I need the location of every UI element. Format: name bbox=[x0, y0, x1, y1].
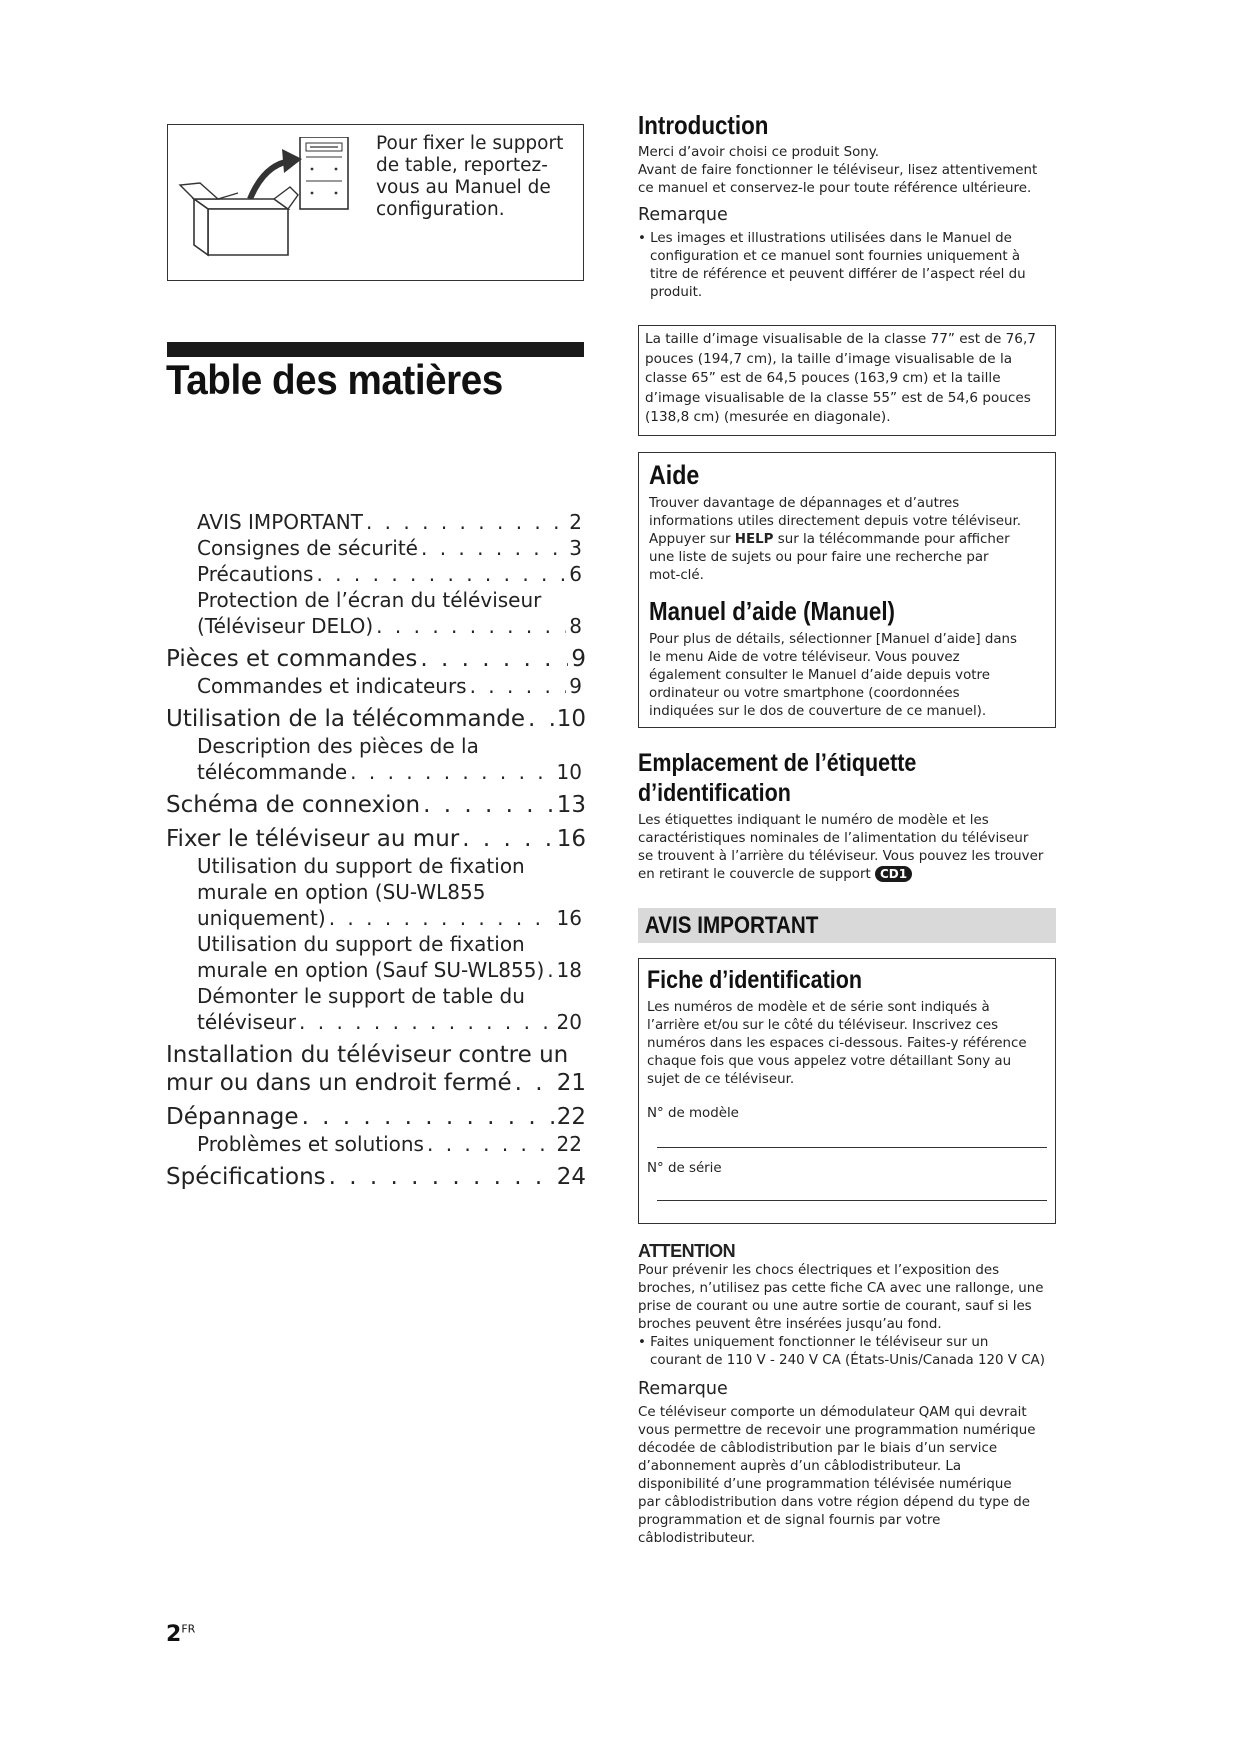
toc-leader-dots bbox=[316, 561, 566, 587]
toc-page-number: 16 bbox=[556, 826, 586, 852]
remarque-bullet: • Les images et illustrations utilisées dans le Manuel de configuration et ce manuel sont fournies uniquement à titre de référence et peuvent différer de l’aspect réel du produit. bbox=[638, 231, 1026, 300]
toc-entry-title: AVIS IMPORTANT bbox=[197, 510, 363, 534]
toc-page-number: 13 bbox=[556, 792, 586, 818]
toc-page-number: 24 bbox=[556, 1164, 586, 1190]
setup-note-text: Pour fixer le support de table, reportez- vous au Manuel de configuration. bbox=[376, 133, 564, 220]
toc-page-number: 9 bbox=[571, 646, 586, 672]
toc-entry[interactable] bbox=[166, 673, 582, 699]
toc-entry-title: Schéma de connexion bbox=[166, 792, 421, 818]
table-of-contents bbox=[166, 509, 586, 1191]
toc-entry-title: Pièces et commandes bbox=[166, 646, 418, 672]
fiche-heading: Fiche d’identification bbox=[647, 966, 863, 994]
toc-page-number: 22 bbox=[556, 1104, 586, 1130]
introduction-section bbox=[638, 110, 1056, 302]
toc-entry-title: Utilisation de la télécommande bbox=[166, 706, 525, 732]
toc-leader-dots bbox=[470, 673, 567, 699]
toc-entry-title: télécommande bbox=[197, 760, 348, 784]
toc-entry[interactable] bbox=[166, 705, 586, 733]
toc-entry-title: Spécifications bbox=[166, 1164, 326, 1190]
toc-page-number: 10 bbox=[556, 760, 582, 784]
toc-leader-dots bbox=[528, 705, 554, 733]
manuel-aide-text: Pour plus de détails, sélectionner [Manuel d’aide] dans le menu Aide de votre téléviseur. Vous pouvez également consulter le Manuel d’aide depuis votre ordinateur ou votre smartphone (coordonnées indiquées sur le dos de couverture de ce manuel). bbox=[649, 632, 1018, 719]
toc-entry-title: Dépannage bbox=[166, 1104, 299, 1130]
toc-page-number: 10 bbox=[556, 706, 586, 732]
toc-page-number: 20 bbox=[556, 1010, 582, 1034]
toc-entry-title: Fixer le téléviseur au mur bbox=[166, 826, 460, 852]
toc-page-number: 9 bbox=[569, 674, 582, 698]
toc-entry-title: Précautions bbox=[197, 562, 314, 586]
toc-page-number: 22 bbox=[556, 1132, 582, 1156]
aide-box bbox=[638, 452, 1056, 728]
toc-entry-line: Démonter le support de table du bbox=[197, 984, 525, 1008]
toc-page-number: 8 bbox=[569, 614, 582, 638]
model-number-line[interactable] bbox=[657, 1147, 1047, 1148]
attention-heading: ATTENTION bbox=[638, 1241, 736, 1261]
toc-entry[interactable] bbox=[166, 1131, 582, 1157]
model-number-label: N° de modèle bbox=[647, 1106, 739, 1121]
toc-entry-title: téléviseur bbox=[197, 1010, 297, 1034]
toc-leader-dots bbox=[427, 1131, 554, 1157]
toc-entry[interactable] bbox=[166, 587, 582, 639]
toc-entry[interactable] bbox=[166, 509, 582, 535]
toc-entry-title: murale en option (Sauf SU-WL855) bbox=[197, 958, 545, 982]
toc-leader-dots bbox=[423, 791, 554, 819]
manuel-aide-heading: Manuel d’aide (Manuel) bbox=[649, 596, 895, 626]
attention-text: Pour prévenir les chocs électriques et l’exposition des broches, n’utilisez pas cette fiche CA avec une rallonge, une prise de courant ou une autre sortie de courant, sauf si les broches peuvent être insérées jusqu’au fond. • Faites uniquement fonctionner le téléviseur sur un courant de 110 V - 240 V CA (États-Unis/Canada 120 V CA) bbox=[638, 1263, 1045, 1368]
toc-entry-title: (Téléviseur DELO) bbox=[197, 614, 374, 638]
toc-page-number: 16 bbox=[556, 906, 582, 930]
page-number: $2^{FR}$ bbox=[166, 1622, 196, 1647]
toc-entry[interactable] bbox=[166, 853, 582, 931]
introduction-text: Merci d’avoir choisi ce produit Sony. Avant de faire fonctionner le téléviseur, lisez attentivement ce manuel et conservez-le pour toute référence ultérieure. bbox=[638, 145, 1038, 196]
toc-leader-dots bbox=[366, 509, 566, 535]
emplacement-text: Les étiquettes indiquant le numéro de modèle et les caractéristiques nominales de l’alimentation du téléviseur se trouvent à l’arrière du téléviseur. Vous pouvez les trouver en retirant le couvercle de support CD1 bbox=[638, 813, 1044, 882]
toc-title-bar bbox=[167, 342, 584, 357]
toc-entry[interactable] bbox=[166, 983, 582, 1035]
remarque-heading: Remarque bbox=[638, 205, 728, 225]
toc-entry-line: Protection de l’écran du téléviseur bbox=[197, 588, 542, 612]
toc-entry-title: Commandes et indicateurs bbox=[197, 674, 467, 698]
toc-entry-title: Problèmes et solutions bbox=[197, 1132, 424, 1156]
toc-leader-dots bbox=[299, 1009, 554, 1035]
attention-section bbox=[638, 1240, 1056, 1548]
toc-entry-title: mur ou dans un endroit fermé bbox=[166, 1070, 512, 1096]
toc-entry-line: Description des pièces de la bbox=[197, 734, 479, 758]
toc-leader-dots bbox=[420, 645, 568, 673]
toc-entry[interactable] bbox=[166, 825, 586, 853]
avis-important-bar bbox=[638, 908, 1056, 943]
toc-entry[interactable] bbox=[166, 561, 582, 587]
cd1-badge: CD1 bbox=[875, 866, 912, 882]
toc-leader-dots bbox=[462, 825, 553, 853]
tv-box-manual-illustration bbox=[178, 137, 358, 272]
toc-leader-dots bbox=[421, 535, 566, 561]
screen-size-note: La taille d’image visualisable de la classe 77” est de 76,7 pouces (194,7 cm), la taille d’image visualisable de la classe 65” est de 64,5 pouces (163,9 cm) et la taille d’image visualisable de la classe 55” est de 54,6 pouces (138,8 cm) (mesurée en diagonale). bbox=[638, 325, 1056, 436]
remarque-qam-heading: Remarque bbox=[638, 1379, 728, 1399]
toc-leader-dots bbox=[350, 759, 553, 785]
toc-title: Table des matières bbox=[166, 356, 503, 403]
serial-number-line[interactable] bbox=[657, 1200, 1047, 1201]
help-key: HELP bbox=[734, 532, 774, 547]
toc-page-number: 6 bbox=[569, 562, 582, 586]
toc-entry[interactable] bbox=[166, 1103, 586, 1131]
emplacement-section bbox=[638, 748, 1056, 884]
toc-entry[interactable] bbox=[166, 791, 586, 819]
toc-entry-title: uniquement) bbox=[197, 906, 326, 930]
toc-page-number: 3 bbox=[569, 536, 582, 560]
toc-page-number: 18 bbox=[556, 958, 582, 982]
toc-leader-dots bbox=[329, 905, 554, 931]
toc-entry[interactable] bbox=[166, 1163, 586, 1191]
aide-text: Trouver davantage de dépannages et d’autres informations utiles directement depuis votre téléviseur. Appuyer sur HELP sur la télécommande pour afficher une liste de sujets ou pour faire une recherche par mot-clé. bbox=[649, 496, 1022, 583]
toc-page-number: 2 bbox=[569, 510, 582, 534]
remarque-qam-text: Ce téléviseur comporte un démodulateur QAM qui devrait vous permettre de recevoir une programmation numérique décodée de câblodistribution par le biais d’un service d’abonnement auprès d’un câblodistributeur. La disponibilité d’une programmation télévisée numérique par câblodistribution dans votre région dépend du type de programmation et de signal fournis par votre câblodistributeur. bbox=[638, 1405, 1036, 1546]
serial-number-label: N° de série bbox=[647, 1161, 722, 1176]
toc-entry-line: murale en option (SU-WL855 bbox=[197, 880, 486, 904]
toc-entry-line: Utilisation du support de fixation bbox=[197, 854, 525, 878]
fiche-text: Les numéros de modèle et de série sont indiqués à l’arrière et/ou sur le côté du téléviseur. Inscrivez ces numéros dans les espaces ci-dessous. Faites-y référence chaque fois que vous appelez votre détaillant Sony au sujet de ce téléviseur. bbox=[647, 1000, 1027, 1087]
toc-entry[interactable] bbox=[166, 1041, 586, 1097]
avis-important-heading: AVIS IMPORTANT bbox=[644, 912, 819, 939]
introduction-heading: Introduction bbox=[638, 110, 769, 140]
aide-heading: Aide bbox=[649, 460, 700, 490]
toc-entry-line: Installation du téléviseur contre un bbox=[166, 1042, 569, 1068]
toc-entry[interactable] bbox=[166, 645, 586, 673]
toc-leader-dots bbox=[302, 1103, 554, 1131]
setup-note-box bbox=[167, 124, 584, 281]
toc-leader-dots bbox=[376, 613, 566, 639]
toc-entry-line: Utilisation du support de fixation bbox=[197, 932, 525, 956]
toc-page-number: 21 bbox=[556, 1070, 586, 1096]
emplacement-heading: Emplacement de l’étiquette d’identification bbox=[638, 749, 917, 807]
toc-leader-dots bbox=[329, 1163, 554, 1191]
toc-entry[interactable] bbox=[166, 535, 582, 561]
toc-entry-title: Consignes de sécurité bbox=[197, 536, 418, 560]
toc-leader-dots bbox=[547, 957, 553, 983]
toc-leader-dots bbox=[515, 1069, 554, 1097]
toc-entry[interactable] bbox=[166, 733, 582, 785]
toc-entry[interactable] bbox=[166, 931, 582, 983]
fiche-identification-box bbox=[638, 958, 1056, 1224]
